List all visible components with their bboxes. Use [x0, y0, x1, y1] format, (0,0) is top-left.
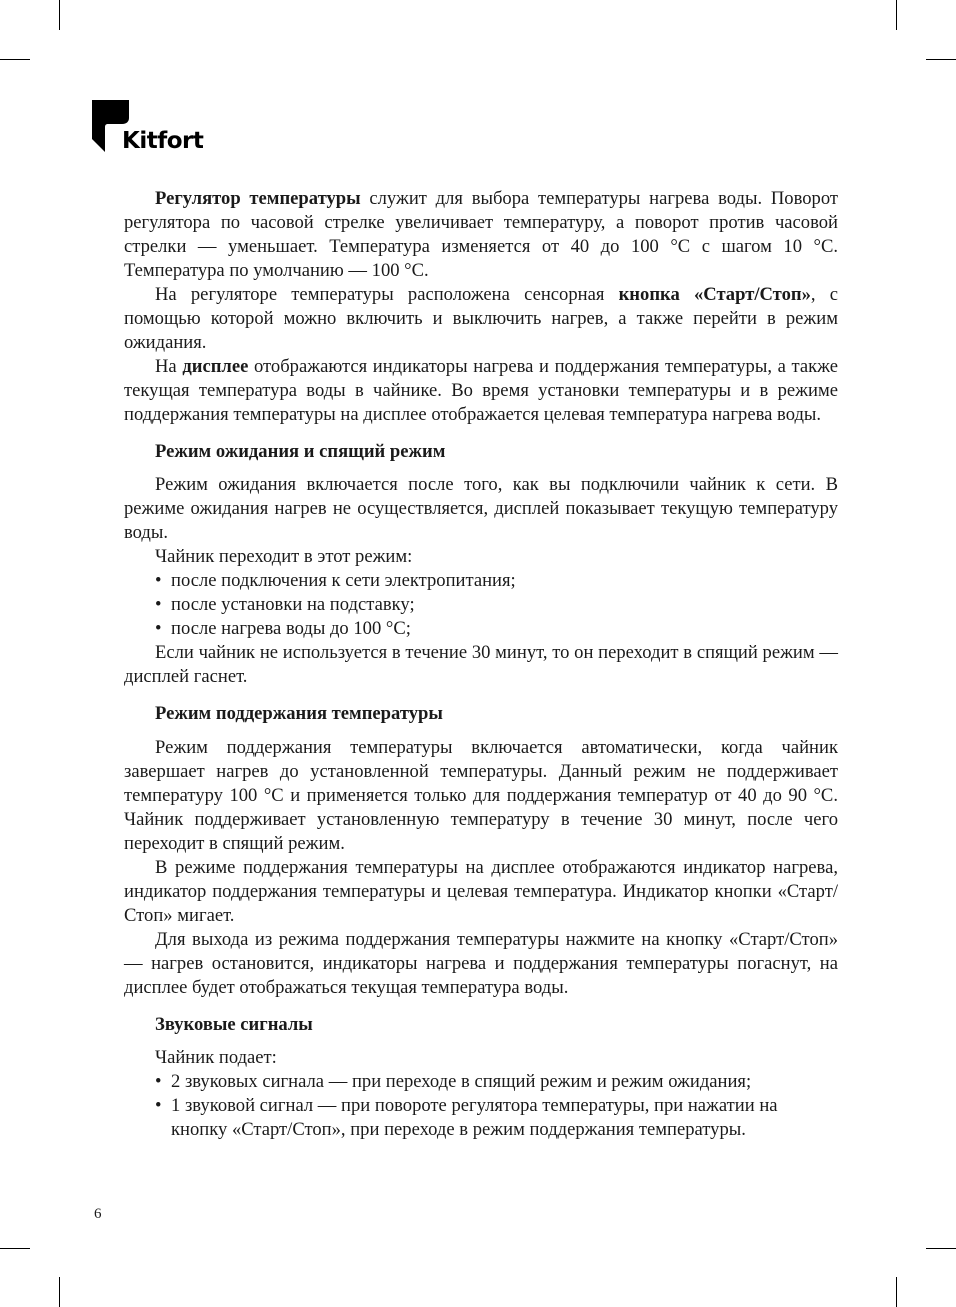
heading-standby-mode: Режим ожидания и спящий режим: [155, 440, 446, 462]
sounds-bullet-list: [124, 1070, 838, 1142]
text: служит для выбора температуры нагрева воды. Поворот регулятора по часовой стрелке увеличивает температуру, а поворот против часовой стрелки — уменьшает. Температура изменяется от 40 до 100 °C с шагом 10 °C. Температура по умолчанию — 100 °C.: [124, 188, 838, 281]
paragraph-sounds-1: Чайник подает:: [155, 1047, 277, 1069]
list-item: • после подключения к сети электропитания;: [155, 569, 838, 593]
crop-mark-bottom-left: [59, 1277, 60, 1307]
standby-bullet-list: [124, 569, 838, 641]
text: отображаются индикаторы нагрева и поддержания температуры, а также текущая температура воды в чайнике. Во время установки температуры и в режиме поддержания температуры на дисплее отображается целевая температура нагрева воды.: [124, 355, 838, 425]
list-item: • 2 звуковых сигнала — при переходе в спящий режим и режим ожидания;: [155, 1070, 838, 1094]
crop-mark-bottom-right: [896, 1277, 897, 1307]
term-start-stop: кнопка «Старт/Стоп»: [618, 283, 811, 305]
list-item: • 1 звуковой сигнал — при повороте регулятора температуры, при нажатии на кнопку «Старт/Стоп», при переходе в режим поддержания температуры.: [155, 1094, 838, 1142]
paragraph-temperature-regulator: [124, 187, 838, 283]
heading-keep-warm-mode: Режим поддержания температуры: [155, 703, 443, 725]
text: На: [155, 355, 183, 377]
list-item: • после установки на подставку;: [155, 593, 838, 617]
brand-name: Kitfort: [122, 128, 204, 154]
heading-sound-signals: Звуковые сигналы: [155, 1013, 313, 1035]
term-display: дисплее: [182, 355, 249, 377]
term-regulator: Регулятор температуры: [155, 188, 361, 209]
crop-mark-top-left-h: [0, 59, 30, 60]
paragraph-keep-warm-3: Для выхода из режима поддержания температуры нажмите на кнопку «Старт/Стоп» — нагрев остановится, индикаторы нагрева и поддержания температуры погаснут, на дисплее будет отображаться текущая температура воды.: [124, 928, 838, 998]
crop-mark-bottom-left-h: [0, 1248, 30, 1249]
text: На регуляторе температуры расположена сенсорная: [155, 283, 619, 305]
page-content: [124, 187, 838, 1142]
crop-mark-top-left: [59, 0, 60, 30]
paragraph-standby-3: Если чайник не используется в течение 30 минут, то он переходит в спящий режим — дисплей гаснет.: [124, 642, 838, 688]
paragraph-start-stop-button: [124, 283, 838, 355]
brand-logo: [92, 100, 202, 160]
page-number: 6: [94, 1206, 102, 1222]
paragraph-keep-warm-2: В режиме поддержания температуры на дисплее отображаются индикатор нагрева, индикатор поддержания температуры и целевая температура. Индикатор кнопки «Старт/Стоп» мигает.: [124, 856, 838, 926]
paragraph-standby-1: Режим ожидания включается после того, как вы подключили чайник к сети. В режиме ожидания нагрев не осуществляется, дисплей показывает текущую температуру воды.: [124, 474, 838, 544]
text: , с помощью которой можно включить и выключить нагрев, а также перейти в режим ожидания.: [124, 283, 839, 353]
crop-mark-top-right: [896, 0, 897, 30]
paragraph-display: [124, 355, 838, 427]
crop-mark-bottom-right-h: [926, 1248, 956, 1249]
list-item: • после нагрева воды до 100 °C;: [155, 617, 838, 641]
crop-mark-top-right-h: [926, 59, 956, 60]
paragraph-standby-2: Чайник переходит в этот режим:: [155, 546, 413, 568]
paragraph-keep-warm-1: Режим поддержания температуры включается автоматически, когда чайник завершает нагрев до установленной температуры. Данный режим не поддерживает температуру 100 °C и применяется только для поддержания температур от 40 до 90 °C. Чайник поддерживает установленную температуру в течение 30 минут, после чего переходит в спящий режим.: [124, 737, 838, 854]
